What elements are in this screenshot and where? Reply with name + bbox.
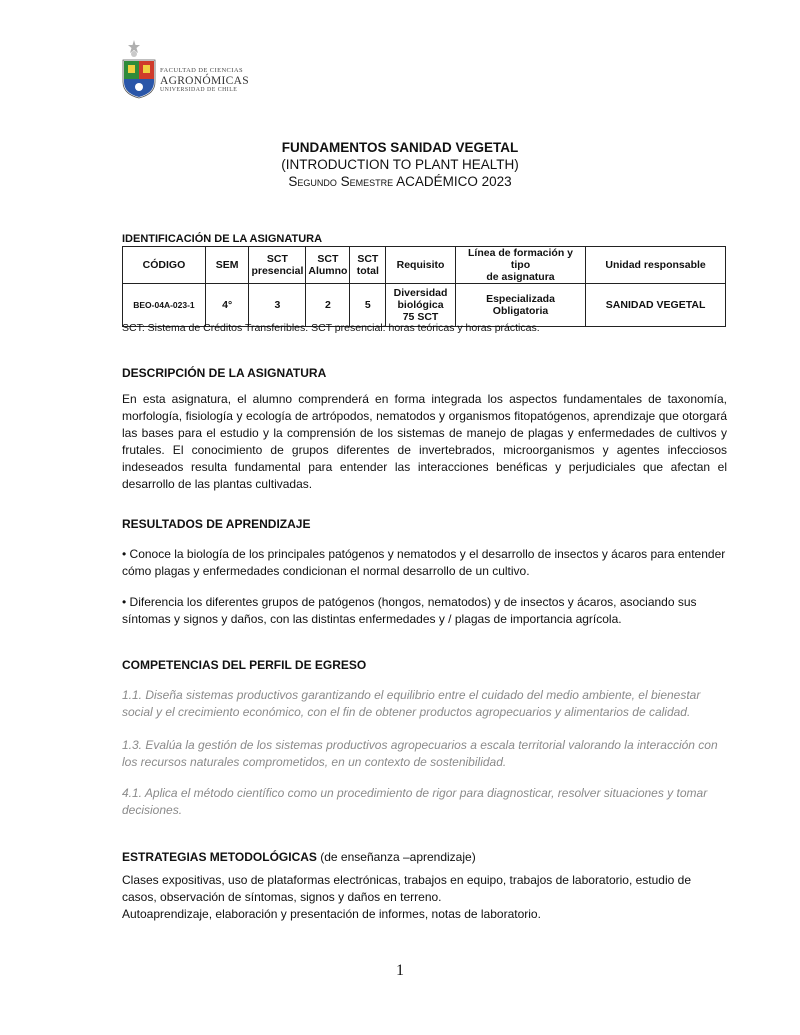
header-linea: Línea de formación y tipo de asignatura	[455, 247, 585, 284]
header-sem: SEM	[205, 247, 249, 284]
semester-line: Segundo Semestre ACADÉMICO 2023	[288, 174, 512, 189]
estrategias-line-1: Clases expositivas, uso de plataformas electrónicas, trabajos en equipo, trabajos de laboratorio, estudio de casos, observación de síntomas, signos y daños en terreno.	[122, 873, 691, 904]
cell-unidad: SANIDAD VEGETAL	[586, 284, 726, 327]
sct-note: SCT: Sistema de Créditos Transferibles. SCT presencial: horas teóricas y horas prácticas.	[122, 322, 540, 334]
cell-sct-alumno: 2	[306, 284, 350, 327]
cell-sem: 4°	[205, 284, 249, 327]
descripcion-text	[122, 391, 727, 493]
competencia-item-3: 4.1. Aplica el método científico como un procedimiento de rigor para diagnosticar, resolver situaciones y tomar decisiones.	[122, 786, 708, 817]
estrategias-text	[122, 872, 727, 923]
cell-requisito: Diversidad biológica 75 SCT	[386, 284, 456, 327]
cell-sct-total: 5	[350, 284, 386, 327]
header-requisito: Requisito	[386, 247, 456, 284]
descripcion-heading: DESCRIPCIÓN DE LA ASIGNATURA	[122, 366, 327, 380]
competencias-heading: COMPETENCIAS DEL PERFIL DE EGRESO	[122, 658, 367, 672]
header-codigo: CÓDIGO	[123, 247, 206, 284]
competencia-item-1: 1.1. Diseña sistemas productivos garantizando el equilibrio entre el cuidado del medio ambiente, el bienestar social y el crecimiento económico, con el fin de obtener productos agropecuarios y alimentarios de calidad.	[122, 688, 701, 719]
university-crest-icon	[120, 38, 158, 100]
logo-line-3: UNIVERSIDAD DE CHILE	[160, 87, 238, 93]
descripcion-paragraph: En esta asignatura, el alumno comprenderá en forma integrada los aspectos fundamentales de taxonomía, morfología, fisiología y ecología de artrópodos, nematodos y organismos fitopatógenos, aprendizaje que otorgará las bases para el estudio y la comprensión de los sistemas de manejo de plagas y enfermedades de cultivos y frutales. El conocimiento de grupos diferentes de invertebrados, microorganismos y agentes infecciosos indeseados resulta fundamental para entender las interacciones benéficas y perjudiciales que afectan el desarrollo de las plantas cultivadas.	[122, 392, 727, 491]
table-header-row	[123, 247, 726, 284]
header-unidad: Unidad responsable	[586, 247, 726, 284]
logo-line-2: AGRONÓMICAS	[160, 74, 249, 87]
page-number: 1	[396, 962, 404, 979]
cell-codigo: BEO-04A-023-1	[123, 284, 206, 327]
resultados-item-1: • Conoce la biología de los principales patógenos y nematodos y el desarrollo de insectos y ácaros para entender cómo plagas y enfermedades condicionan el normal desarrollo de un cultivo.	[122, 547, 726, 578]
logo-line-1: FACULTAD DE CIENCIAS	[160, 67, 243, 74]
identification-table	[122, 246, 726, 327]
estrategias-line-2: Autoaprendizaje, elaboración y presentación de informes, notas de laboratorio.	[122, 907, 541, 921]
faculty-logo	[120, 38, 249, 100]
cell-linea: Especializada Obligatoria	[455, 284, 585, 327]
estrategias-heading: ESTRATEGIAS METODOLÓGICAS (de enseñanza –aprendizaje)	[122, 850, 476, 864]
header-sct-alumno: SCT Alumno	[306, 247, 350, 284]
resultados-heading: RESULTADOS DE APRENDIZAJE	[122, 517, 311, 531]
course-title-english: (INTRODUCTION TO PLANT HEALTH)	[281, 157, 519, 172]
competencia-item-2: 1.3. Evalúa la gestión de los sistemas productivos agropecuarios a escala territorial valorando la interacción con los recursos naturales comprometidos, en un contexto de sostenibilidad.	[122, 738, 718, 769]
table-row	[123, 284, 726, 327]
header-sct-presencial: SCT presencial	[249, 247, 306, 284]
resultados-item-2: • Diferencia los diferentes grupos de patógenos (hongos, nematodos) y de insectos y ácaros, asociando sus síntomas y signos y daños, con las distintas enfermedades y / plagas de importancia agrícola.	[122, 595, 697, 626]
header-sct-total: SCT total	[350, 247, 386, 284]
document-title	[0, 139, 800, 190]
cell-sct-presencial: 3	[249, 284, 306, 327]
course-title: FUNDAMENTOS SANIDAD VEGETAL	[281, 140, 519, 155]
identification-heading: IDENTIFICACIÓN DE LA ASIGNATURA	[122, 233, 323, 245]
